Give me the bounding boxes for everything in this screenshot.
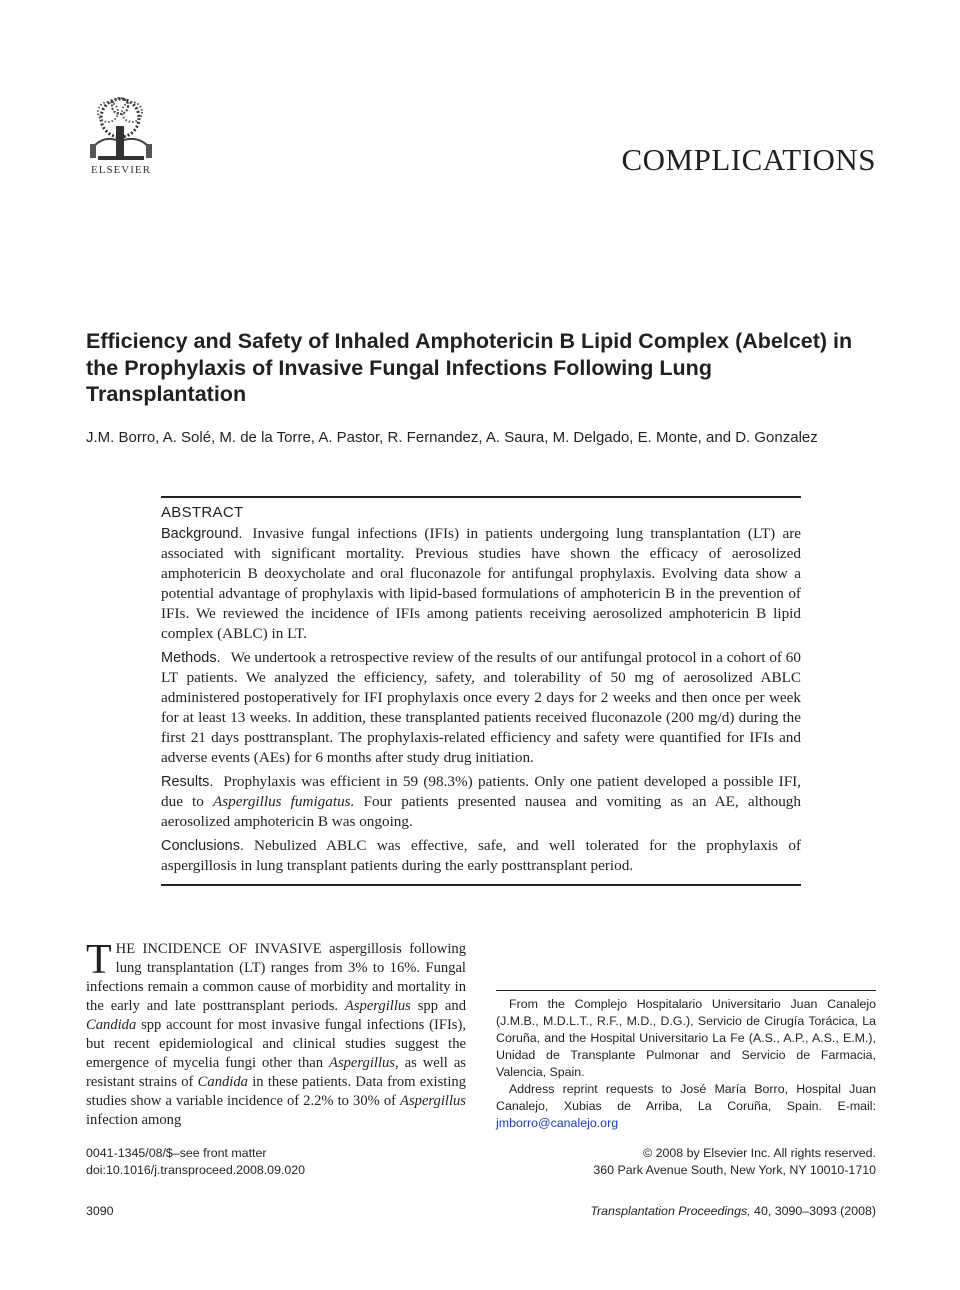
methods-text: We undertook a retrospective review of the results of our antifungal protocol in a cohort of 60 LT patients. We analyzed the efficiency, safety, and tolerability of 50 mg of aerosolized ABLC administered postoperatively for IFI prophylaxis once every 2 days for 2 weeks and then once per week for at least 13 weeks. In addition, these transplanted patients received fluconazole (200 mg/d) during the first 21 days posttransplant. The prophylaxis-related efficiency and safety were quantified for IFIs and adverse events (AEs) for 6 months after study drug initiation. [161, 649, 801, 766]
copyright-line: © 2008 by Elsevier Inc. All rights reserved. [643, 1146, 876, 1160]
doi-line: doi:10.1016/j.transproceed.2008.09.020 [86, 1163, 306, 1177]
body-text: aspergillosis following lung transplantation (LT) ranges from 3% to 16%. Fungal infections remain a common cause of morbidity and mortality in the early and late posttransplant periods. [86, 941, 466, 1014]
conclusions-text: Nebulized ABLC was effective, safe, and well tolerated for the prophylaxis of aspergillosis in lung transplant patients during the early posttransplant period. [161, 837, 801, 874]
abstract-conclusions [161, 836, 801, 876]
author-list: J.M. Borro, A. Solé, M. de la Torre, A. Pastor, R. Fernandez, A. Saura, M. Delgado, E. Monte, and D. Gonzalez [86, 429, 818, 446]
results-label: Results. [161, 774, 214, 790]
drop-cap: T [86, 937, 112, 983]
body-text: spp account for most invasive fungal infections (IFIs), but recent epidemiological and clinical studies suggest the emergence of mycelia fungi other than [86, 1017, 466, 1071]
elsevier-tree-icon [84, 96, 158, 162]
email-link[interactable]: jmborro@canalejo.org [496, 1116, 619, 1130]
background-label: Background. [161, 526, 243, 542]
body-column [86, 937, 466, 1130]
page-number: 3090 [86, 1204, 114, 1218]
abstract-background [161, 524, 801, 644]
abstract-methods [161, 648, 801, 768]
body-text: infection among [86, 1112, 182, 1128]
body-text: as well as resistant strains of [86, 1055, 466, 1090]
article-title: Efficiency and Safety of Inhaled Amphotericin B Lipid Complex (Abelcet) in the Prophylaxis of Invasive Fungal Infections Following Lung Transplantation [86, 329, 853, 406]
conclusions-label: Conclusions. [161, 838, 245, 854]
journal-name: Transplantation Proceedings, [590, 1204, 751, 1218]
affiliation-note [496, 990, 876, 1132]
journal-citation [590, 1204, 876, 1218]
body-text: spp and [410, 998, 466, 1014]
genus-name: Aspergillus [400, 1093, 466, 1109]
affiliation-text: From the Complejo Hospitalario Universitario Juan Canalejo (J.M.B., M.D.L.T., R.F., M.D., D.G.), Servicio de Cirugía Torácica, La Coruña, and the Hospital Universitario La Fe (A.S., A.P., A.S., E.M.), Unidad de Transplante Pulmonar and Servicio de Farmacia, Valencia, Spain. [496, 997, 876, 1079]
publisher-logo [84, 96, 158, 176]
genus-name: Aspergillus, [329, 1055, 399, 1071]
genus-name: Candida [197, 1074, 248, 1090]
publisher-address: 360 Park Avenue South, New York, NY 10010-1710 [593, 1163, 876, 1177]
copyright-info [593, 1145, 876, 1179]
results-organism: Aspergillus fumigatus. [212, 793, 355, 810]
methods-label: Methods. [161, 650, 221, 666]
genus-name: Aspergillus [344, 998, 411, 1014]
genus-name: Candida [86, 1017, 137, 1033]
reprint-text: Address reprint requests to José María Borro, Hospital Juan Canalejo, Xubias de Arriba, La Coruña, Spain. E-mail: [496, 1082, 876, 1113]
front-matter-info [86, 1145, 305, 1179]
abstract-heading: ABSTRACT [161, 504, 244, 521]
background-text: Invasive fungal infections (IFIs) in patients undergoing lung transplantation (LT) are associated with significant mortality. Previous studies have shown the efficacy of aerosolized amphotericin B deoxycholate and oral fluconazole for antifungal prophylaxis. Evolving data show a potential advantage of prophylaxis with lipid-based formulations of amphotericin B in the prevention of IFIs. We reviewed the incidence of IFIs among patients receiving aerosolized amphotericin B lipid complex (ABLC) in LT. [161, 525, 801, 642]
body-paragraph [86, 937, 466, 1130]
abstract-box [161, 496, 801, 886]
reprint-address [496, 1081, 876, 1132]
abstract-results [161, 772, 801, 832]
body-text: in these patients. Data from existing studies show a variable incidence of 2.2% to 30% of [86, 1074, 466, 1109]
issn-line: 0041-1345/08/$–see front matter [86, 1146, 267, 1160]
results-text: Prophylaxis was efficient in 59 (98.3%) patients. Only one patient developed a possible IFI, due to [161, 773, 801, 810]
publisher-name: ELSEVIER [91, 164, 151, 176]
results-text-cont: Four patients presented nausea and vomiting as an AE, although aerosolized amphotericin B was ongoing. [161, 793, 801, 830]
section-label: COMPLICATIONS [621, 142, 876, 177]
journal-volume-pages: 40, 3090–3093 (2008) [750, 1204, 876, 1218]
lead-caps: HE INCIDENCE OF INVASIVE [115, 941, 322, 957]
